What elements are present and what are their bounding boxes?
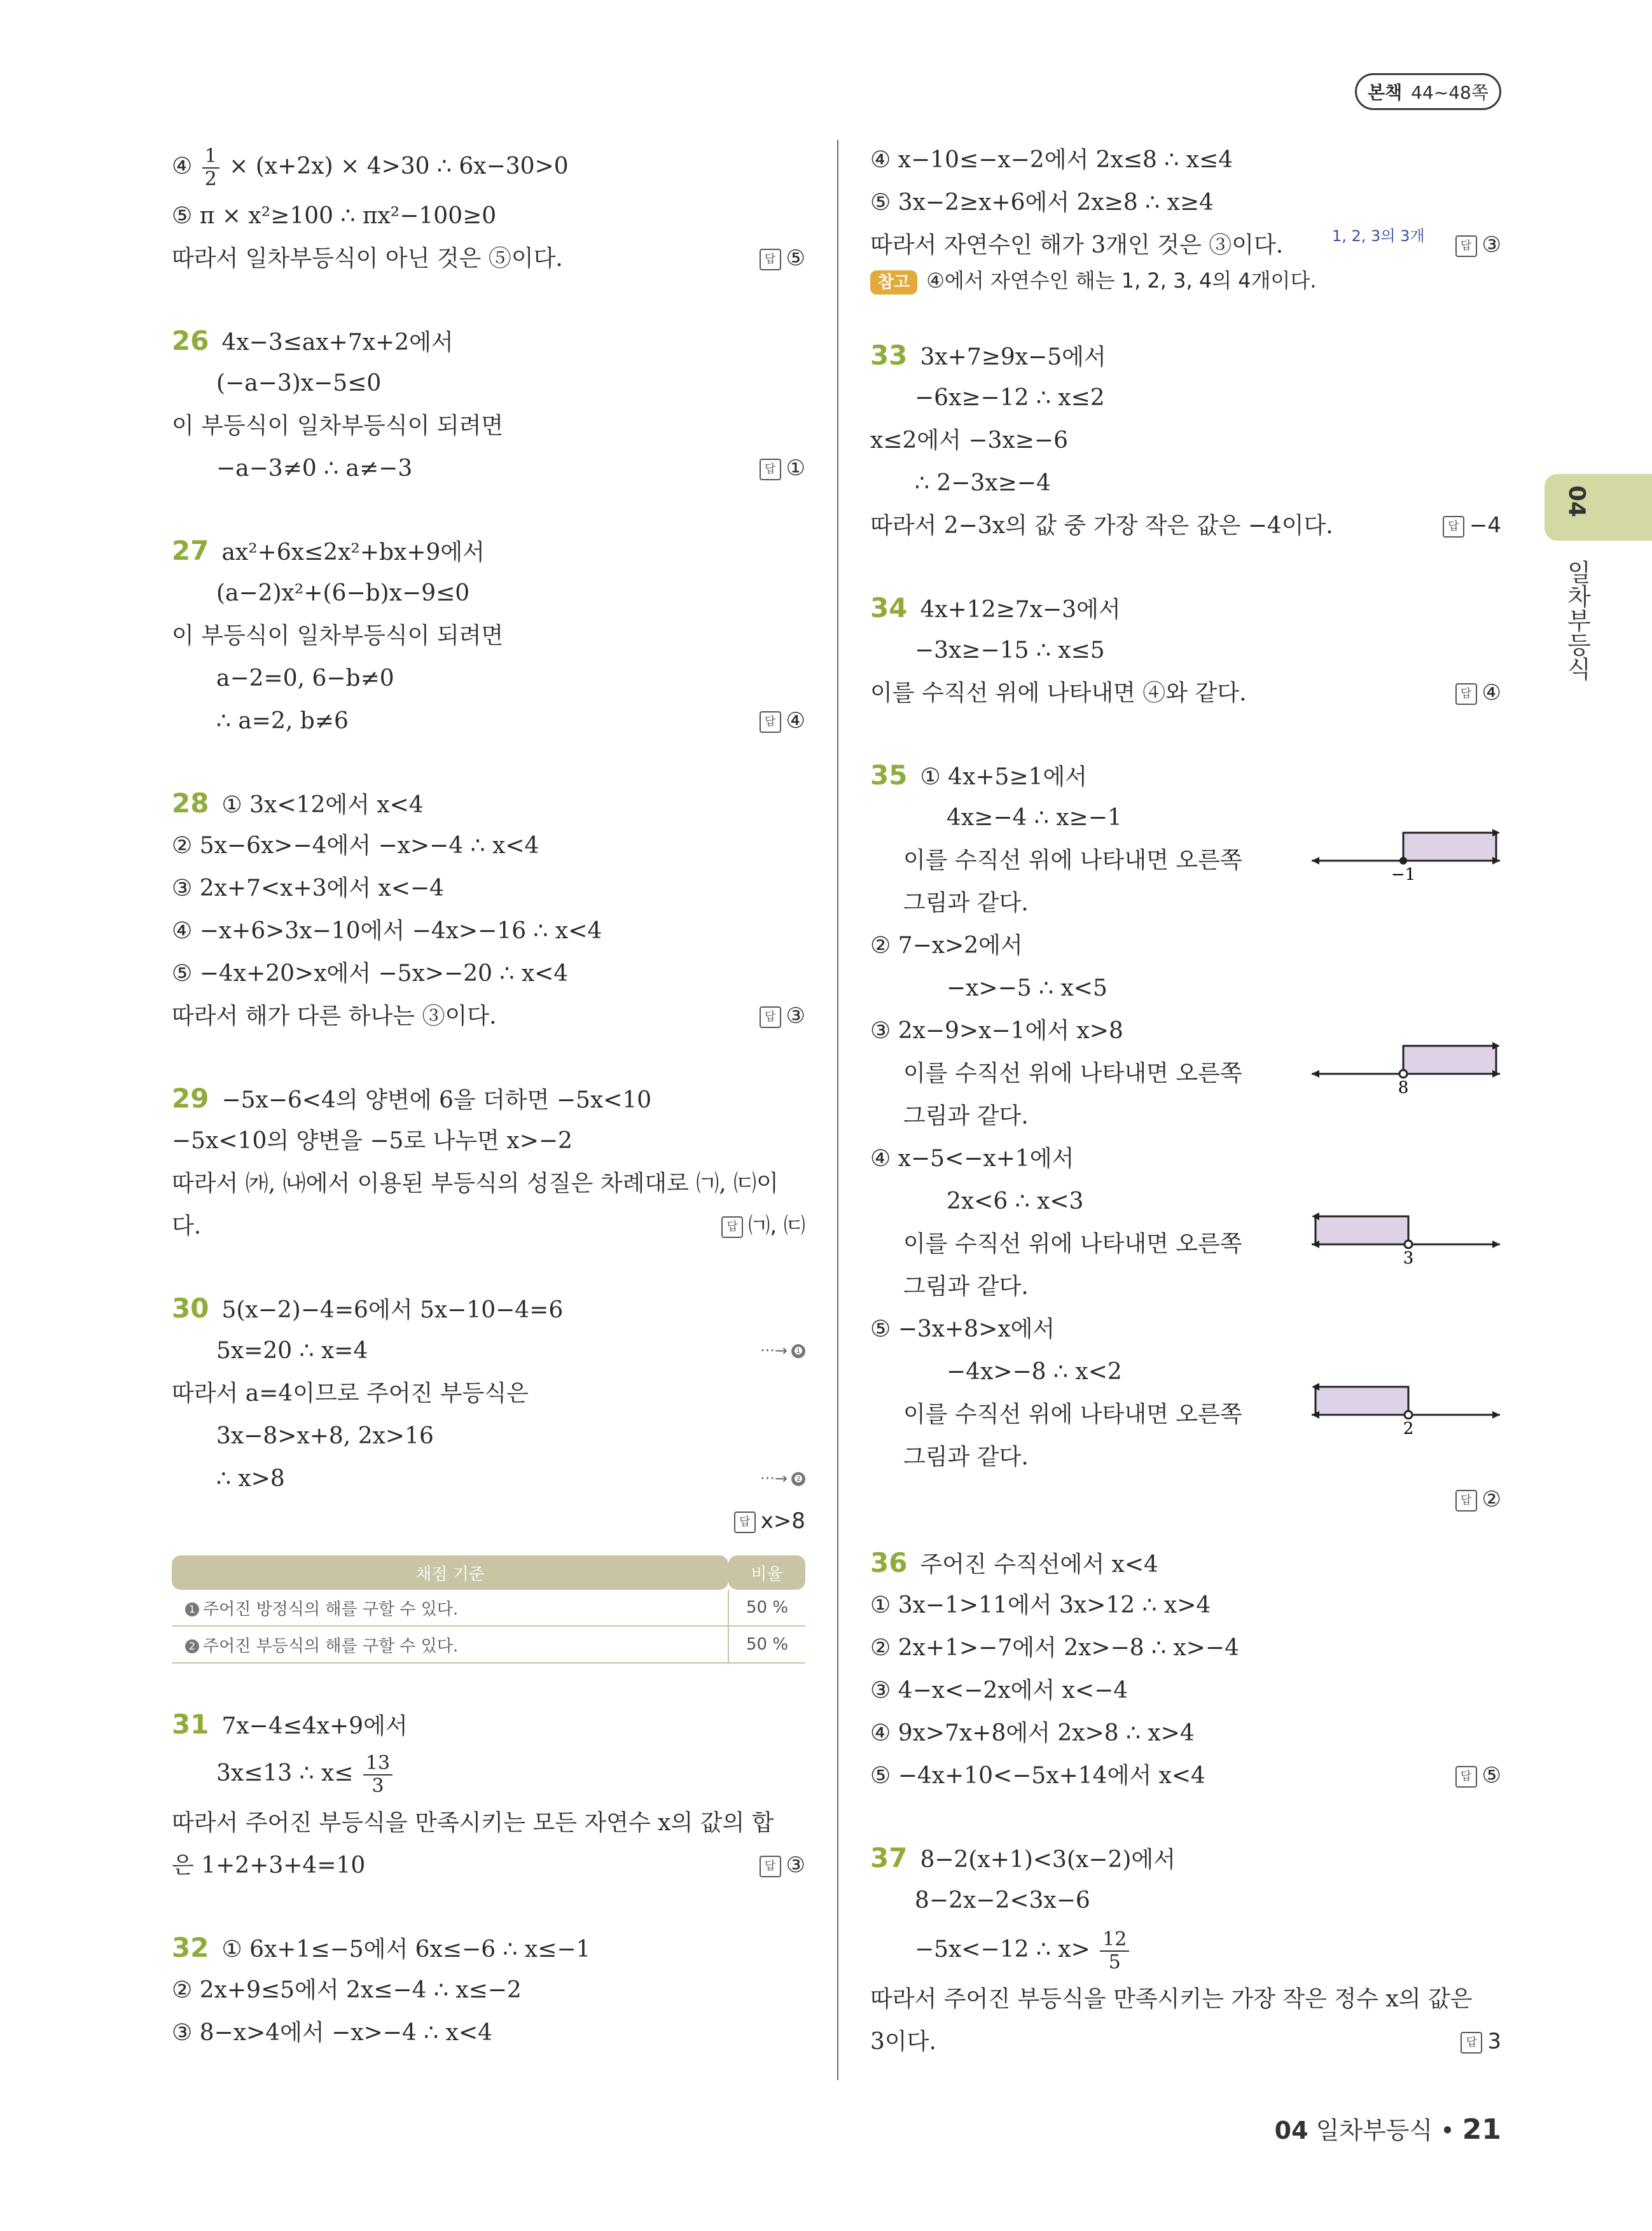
q28-line1: 28 ① 3x<12에서 x<4 (172, 788, 424, 819)
question-number: 31 (172, 1709, 209, 1740)
q29-line2: −5x<10의 양변을 −5로 나누면 x>−2 (172, 1128, 573, 1154)
answer: 답 ③ (760, 995, 805, 1038)
q35-line9: 그림과 같다. (903, 1103, 1029, 1129)
q35-line10: ④ x−5<−x+1에서 (870, 1146, 1074, 1172)
step-marker: ···→ ❷ (760, 1457, 805, 1500)
q36-line2: ① 3x−1>11에서 3x>12 ∴ x>4 (870, 1592, 1211, 1618)
q30-line5: ∴ x>8 ···→ ❷ (172, 1457, 805, 1500)
footer-chapter: 04 (1274, 2116, 1308, 2144)
answer-mark-icon: 답 (1455, 683, 1477, 705)
fraction: $\frac{12}{5}$ (1100, 1929, 1129, 1973)
q25-line4: ④ $\frac{1}{2}$ × (x+2x) × 4>30 ∴ 6x−30>0 (172, 145, 569, 190)
q35-line2: 4x≥−4 ∴ x≥−1 (947, 805, 1122, 831)
q28-conclusion: 따라서 해가 다른 하나는 ③이다. 답 ③ (172, 995, 805, 1038)
answer: 답 ③ (760, 1844, 805, 1887)
q37-line3: −5x<−12 ∴ x> $\frac{12}{5}$ (870, 1922, 1501, 1978)
question-number: 29 (172, 1083, 209, 1114)
q33-line1: 33 3x+7≥9x−5에서 (870, 340, 1106, 371)
q35-line6: −x>−5 ∴ x<5 (947, 975, 1107, 1001)
table-row: 2 주어진 부등식의 해를 구할 수 있다. 50 % (172, 1626, 805, 1663)
q28-line4: ④ −x+6>3x−10에서 −4x>−16 ∴ x<4 (172, 918, 602, 944)
footer-title: 일차부등식 (1315, 2116, 1433, 2144)
q28-line2: ② 5x−6x>−4에서 −x>−4 ∴ x<4 (172, 833, 539, 859)
q37-line5: 3이다. 답 3 (870, 2020, 1501, 2063)
q32-line1: 32 ① 6x+1≤−5에서 6x≤−6 ∴ x≤−1 (172, 1932, 591, 1963)
question-number: 30 (172, 1293, 209, 1324)
answer-mark-icon: 답 (760, 1006, 781, 1028)
table-row: 1 주어진 방정식의 해를 구할 수 있다. 50 % (172, 1590, 805, 1626)
question-number: 35 (870, 760, 908, 791)
q30-line4: 3x−8>x+8, 2x>16 (216, 1423, 434, 1449)
question-number: 32 (172, 1932, 209, 1963)
fraction: $\frac{13}{3}$ (363, 1753, 392, 1797)
q37-line2: 8−2x−2<3x−6 (915, 1887, 1090, 1914)
page-range: 44~48쪽 (1411, 82, 1489, 103)
q35-line16: 이를 수직선 위에 나타내면 오른쪽 2 (870, 1393, 1501, 1436)
question-number: 27 (172, 535, 209, 566)
q30-line3: 따라서 a=4이므로 주어진 부등식은 (172, 1380, 529, 1407)
note-tag: 참고 (870, 270, 917, 295)
q36-line1: 36 주어진 수직선에서 x<4 (870, 1547, 1158, 1578)
q26-line1: 26 4x−3≤ax+7x+2에서 (172, 325, 454, 356)
chapter-side-title: 일차부등식 (1563, 560, 1591, 681)
q29-line1: 29 −5x−6<4의 양변에 6을 더하면 −5x<10 (172, 1083, 652, 1114)
q33-line2: −6x≥−12 ∴ x≤2 (915, 385, 1105, 411)
q35-line1: 35 ① 4x+5≥1에서 (870, 760, 1088, 791)
chapter-number: 04 (1564, 485, 1590, 518)
q32-conclusion: 따라서 자연수인 해가 3개인 것은 ③이다. 1, 2, 3의 3개 답 ③ (870, 224, 1501, 267)
q35-line11: 2x<6 ∴ x<3 (947, 1188, 1084, 1214)
q35-line5: ② 7−x>2에서 (870, 933, 1023, 959)
q35-answer-line (870, 1478, 1501, 1521)
question-number: 36 (870, 1547, 908, 1578)
q29-line4: 다. 답 ㈀, ㈂ (172, 1205, 805, 1248)
q35-line15: −4x>−8 ∴ x<2 (947, 1359, 1122, 1385)
q31-line3: 따라서 주어진 부등식을 만족시키는 모든 자연수 x의 값의 합 (172, 1810, 774, 1836)
q32-line4: ④ x−10≤−x−2에서 2x≤8 ∴ x≤4 (870, 147, 1233, 173)
scoring-criteria-table (172, 1555, 805, 1664)
answer: 답 −4 (1443, 504, 1501, 547)
q35-line17: 그림과 같다. (903, 1444, 1029, 1470)
q36-line4: ③ 4−x<−2x에서 x<−4 (870, 1678, 1128, 1704)
answer-mark-icon: 답 (1443, 516, 1464, 538)
page-number: 21 (1462, 2113, 1501, 2146)
page-reference (1355, 73, 1501, 110)
chapter-tab (1544, 474, 1652, 541)
q27-line5: ∴ a=2, b≠6 답 ④ (172, 700, 805, 742)
tick-label: −1 (1391, 865, 1416, 884)
q25-line5: ⑤ π × x²≥100 ∴ πx²−100≥0 (172, 203, 497, 229)
answer: 답 ② (1455, 1478, 1501, 1521)
q35-line4: 그림과 같다. (903, 890, 1029, 916)
q33-line4: ∴ 2−3x≥−4 (915, 470, 1051, 496)
fraction: $\frac{1}{2}$ (202, 146, 219, 190)
answer-mark-icon: 답 (734, 1512, 756, 1533)
hint-annotation: 1, 2, 3의 3개 (1332, 227, 1425, 245)
question-number: 33 (870, 340, 908, 371)
answer: 답 x>8 (734, 1500, 805, 1543)
q30-answer-line (172, 1500, 805, 1543)
q35-line14: ⑤ −3x+8>x에서 (870, 1316, 1055, 1342)
q32-line5: ⑤ 3x−2≥x+6에서 2x≥8 ∴ x≥4 (870, 190, 1214, 216)
question-number: 28 (172, 788, 209, 819)
answer-mark-icon: 답 (760, 711, 781, 733)
number-line-3 (1310, 1197, 1501, 1267)
page-footer (1275, 2111, 1501, 2146)
q31-line2: 3x≤13 ∴ x≤ $\frac{13}{3}$ (172, 1746, 805, 1802)
q33-conclusion: 따라서 2−3x의 값 중 가장 작은 값은 −4이다. 답 −4 (870, 504, 1501, 547)
step-marker: ···→ ❶ (760, 1330, 805, 1372)
q28-line5: ⑤ −4x+20>x에서 −5x>−20 ∴ x<4 (172, 961, 569, 987)
question-number: 34 (870, 592, 908, 623)
answer: 답 ① (760, 447, 805, 490)
answer-mark-icon: 답 (760, 459, 781, 480)
column-divider (837, 140, 838, 2080)
answer-mark-icon: 답 (1455, 1766, 1477, 1788)
q36-line5: ④ 9x>7x+8에서 2x>8 ∴ x>4 (870, 1720, 1195, 1746)
number-line-1 (1310, 814, 1501, 884)
q27-line2: (a−2)x²+(6−b)x−9≤0 (216, 580, 470, 606)
question-number: 37 (870, 1842, 908, 1873)
book-label: 본책 (1368, 82, 1403, 103)
tick-label: 3 (1403, 1249, 1414, 1267)
answer: 답 ⑤ (1455, 1755, 1501, 1797)
q28-line3: ③ 2x+7<x+3에서 x<−4 (172, 875, 445, 901)
answer: 답 ③ (1455, 224, 1501, 267)
q30-line2: 5x=20 ∴ x=4 ···→ ❶ (172, 1330, 805, 1372)
right-column (870, 139, 1501, 2063)
q31-line1: 31 7x−4≤4x+9에서 (172, 1709, 408, 1740)
question-number: 26 (172, 325, 209, 356)
q32-line2: ② 2x+9≤5에서 2x≤−4 ∴ x≤−2 (172, 1977, 522, 2003)
q37-line4: 따라서 주어진 부등식을 만족시키는 가장 작은 정수 x의 값은 (870, 1986, 1473, 2012)
answer-mark-icon: 답 (1455, 1490, 1477, 1512)
q26-line4: −a−3≠0 ∴ a≠−3 답 ① (172, 447, 805, 490)
q26-line2: (−a−3)x−5≤0 (216, 370, 382, 396)
answer: 답 ㈀, ㈂ (721, 1205, 805, 1248)
q34-line1: 34 4x+12≥7x−3에서 (870, 592, 1121, 623)
q34-line2: −3x≥−15 ∴ x≤5 (915, 637, 1105, 664)
q36-line3: ② 2x+1>−7에서 2x>−8 ∴ x>−4 (870, 1635, 1239, 1661)
answer: 답 3 (1461, 2020, 1501, 2063)
answer-mark-icon: 답 (721, 1216, 743, 1238)
q31-line4: 은 1+2+3+4=10 답 ③ (172, 1844, 805, 1887)
q35-line13: 그림과 같다. (903, 1274, 1029, 1300)
q27-line4: a−2=0, 6−b≠0 (216, 665, 394, 692)
q37-line1: 37 8−2(x+1)<3(x−2)에서 (870, 1842, 1176, 1873)
answer: 답 ④ (1455, 672, 1501, 714)
q27-line1: 27 ax²+6x≤2x²+bx+9에서 (172, 535, 485, 566)
left-column (172, 139, 805, 2054)
q35-line7: ③ 2x−9>x−1에서 x>8 (870, 1018, 1123, 1044)
q32-line3: ③ 8−x>4에서 −x>−4 ∴ x<4 (172, 2020, 493, 2046)
q36-line6: ⑤ −4x+10<−5x+14에서 x<4 답 ⑤ (870, 1755, 1501, 1797)
q35-line3: 이를 수직선 위에 나타내면 오른쪽 −1 (870, 839, 1501, 882)
answer-mark-icon: 답 (1461, 2032, 1482, 2054)
q27-line3: 이 부등식이 일차부등식이 되려면 (172, 623, 504, 649)
criteria-header: 채점 기준 (172, 1555, 728, 1590)
q26-line3: 이 부등식이 일차부등식이 되려면 (172, 413, 504, 439)
number-line-4 (1310, 1368, 1501, 1438)
tick-label: 2 (1403, 1419, 1414, 1438)
answer-mark-icon: 답 (760, 1856, 781, 1877)
number-line-2 (1310, 1027, 1501, 1097)
answer-mark-icon: 답 (1455, 235, 1477, 257)
tick-label: 8 (1398, 1078, 1409, 1097)
answer-mark-icon: 답 (760, 249, 781, 270)
ratio-header: 비율 (728, 1555, 805, 1590)
q32-note: 참고 ④에서 자연수인 해는 1, 2, 3, 4의 4개이다. (870, 267, 1501, 295)
q25-conclusion: 따라서 일차부등식이 아닌 것은 ⑤이다. 답 ⑤ (172, 237, 805, 280)
q33-line3: x≤2에서 −3x≥−6 (870, 427, 1068, 454)
answer: 답 ④ (760, 700, 805, 742)
footer-separator: • (1440, 2116, 1455, 2144)
answer: 답 ⑤ (760, 237, 805, 280)
q35-line8: 이를 수직선 위에 나타내면 오른쪽 8 (870, 1052, 1501, 1095)
q29-line3: 따라서 ㈎, ㈏에서 이용된 부등식의 성질은 차례대로 ㈀, ㈂이 (172, 1171, 779, 1197)
q35-line12: 이를 수직선 위에 나타내면 오른쪽 3 (870, 1223, 1501, 1265)
q30-line1: 30 5(x−2)−4=6에서 5x−10−4=6 (172, 1293, 564, 1324)
q34-conclusion: 이를 수직선 위에 나타내면 ④와 같다. 답 ④ (870, 672, 1501, 714)
